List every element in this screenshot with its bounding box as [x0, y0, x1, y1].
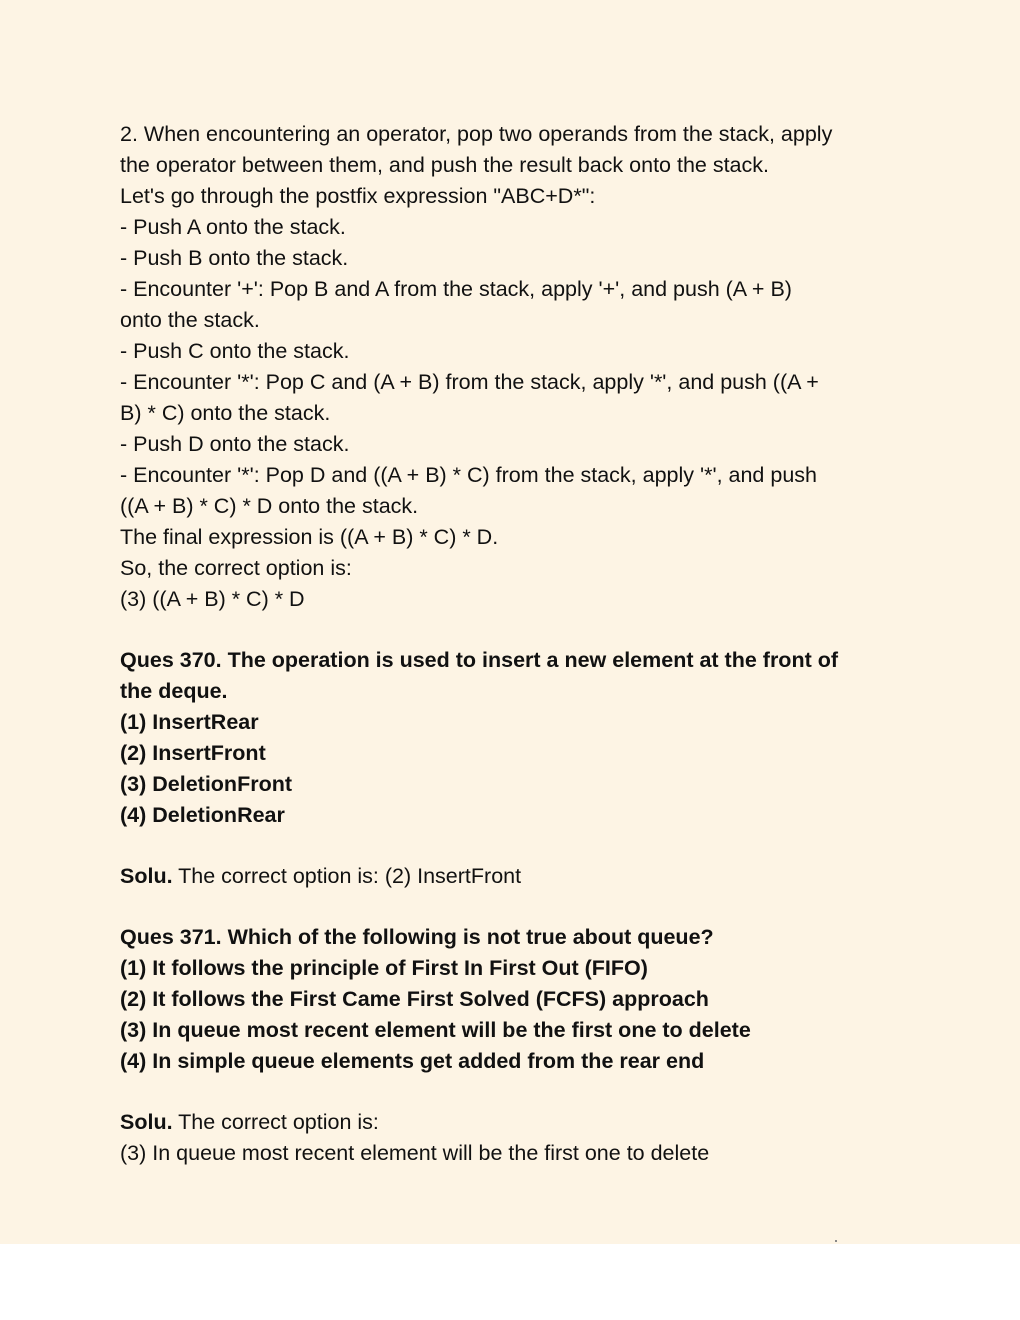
solution-line — [120, 861, 920, 892]
solution-text: The correct option is: (2) InsertFront — [172, 864, 522, 888]
text-line: - Encounter '*': Pop D and ((A + B) * C) from the stack, apply '*', and push — [120, 463, 817, 487]
solution-371 — [120, 1107, 920, 1169]
option-2: (2) InsertFront — [120, 741, 266, 765]
text-line: ((A + B) * C) * D onto the stack. — [120, 494, 419, 518]
option-4: (4) DeletionRear — [120, 803, 285, 827]
option-3: (3) DeletionFront — [120, 772, 292, 796]
solution-label: Solu. — [120, 864, 173, 888]
text-line: - Encounter '+': Pop B and A from the stack, apply '+', and push (A + B) — [120, 277, 792, 301]
spacer — [120, 892, 920, 922]
question-370 — [120, 645, 920, 831]
option-2: (2) It follows the First Came First Solved (FCFS) approach — [120, 987, 709, 1011]
option-1: (1) It follows the principle of First In First Out (FIFO) — [120, 956, 648, 980]
solution-label: Solu. — [120, 1110, 173, 1134]
text-line: (3) ((A + B) * C) * D — [120, 587, 305, 611]
text-line: - Encounter '*': Pop C and (A + B) from the stack, apply '*', and push ((A + — [120, 370, 819, 394]
page-content — [120, 119, 920, 1169]
spacer — [120, 831, 920, 861]
text-line: - Push C onto the stack. — [120, 339, 350, 363]
text-line: - Push D onto the stack. — [120, 432, 350, 456]
text-line: Let's go through the postfix expression "ABC+D*": — [120, 184, 596, 208]
solution-line — [120, 1107, 920, 1138]
text-line: onto the stack. — [120, 308, 260, 332]
text-line: the operator between them, and push the result back onto the stack. — [120, 153, 769, 177]
page-mark — [835, 1240, 837, 1242]
option-3: (3) In queue most recent element will be the first one to delete — [120, 1018, 751, 1042]
text-line: - Push B onto the stack. — [120, 246, 349, 270]
text-line: 2. When encountering an operator, pop two operands from the stack, apply — [120, 122, 833, 146]
question-text: Ques 370. The operation is used to insert a new element at the front of — [120, 648, 839, 672]
text-line: The final expression is ((A + B) * C) * D. — [120, 525, 499, 549]
solution-370 — [120, 861, 920, 892]
option-1: (1) InsertRear — [120, 710, 259, 734]
text-line: So, the correct option is: — [120, 556, 352, 580]
question-371 — [120, 922, 920, 1077]
text-line: B) * C) onto the stack. — [120, 401, 331, 425]
text-line: - Push A onto the stack. — [120, 215, 346, 239]
question-text: the deque. — [120, 679, 228, 703]
solution-text: The correct option is: — [172, 1110, 379, 1134]
option-4: (4) In simple queue elements get added from the rear end — [120, 1049, 705, 1073]
previous-solution-continuation — [120, 119, 920, 615]
solution-answer: (3) In queue most recent element will be the first one to delete — [120, 1141, 710, 1165]
spacer — [120, 1077, 920, 1107]
question-text: Ques 371. Which of the following is not true about queue? — [120, 925, 714, 949]
spacer — [120, 615, 920, 645]
